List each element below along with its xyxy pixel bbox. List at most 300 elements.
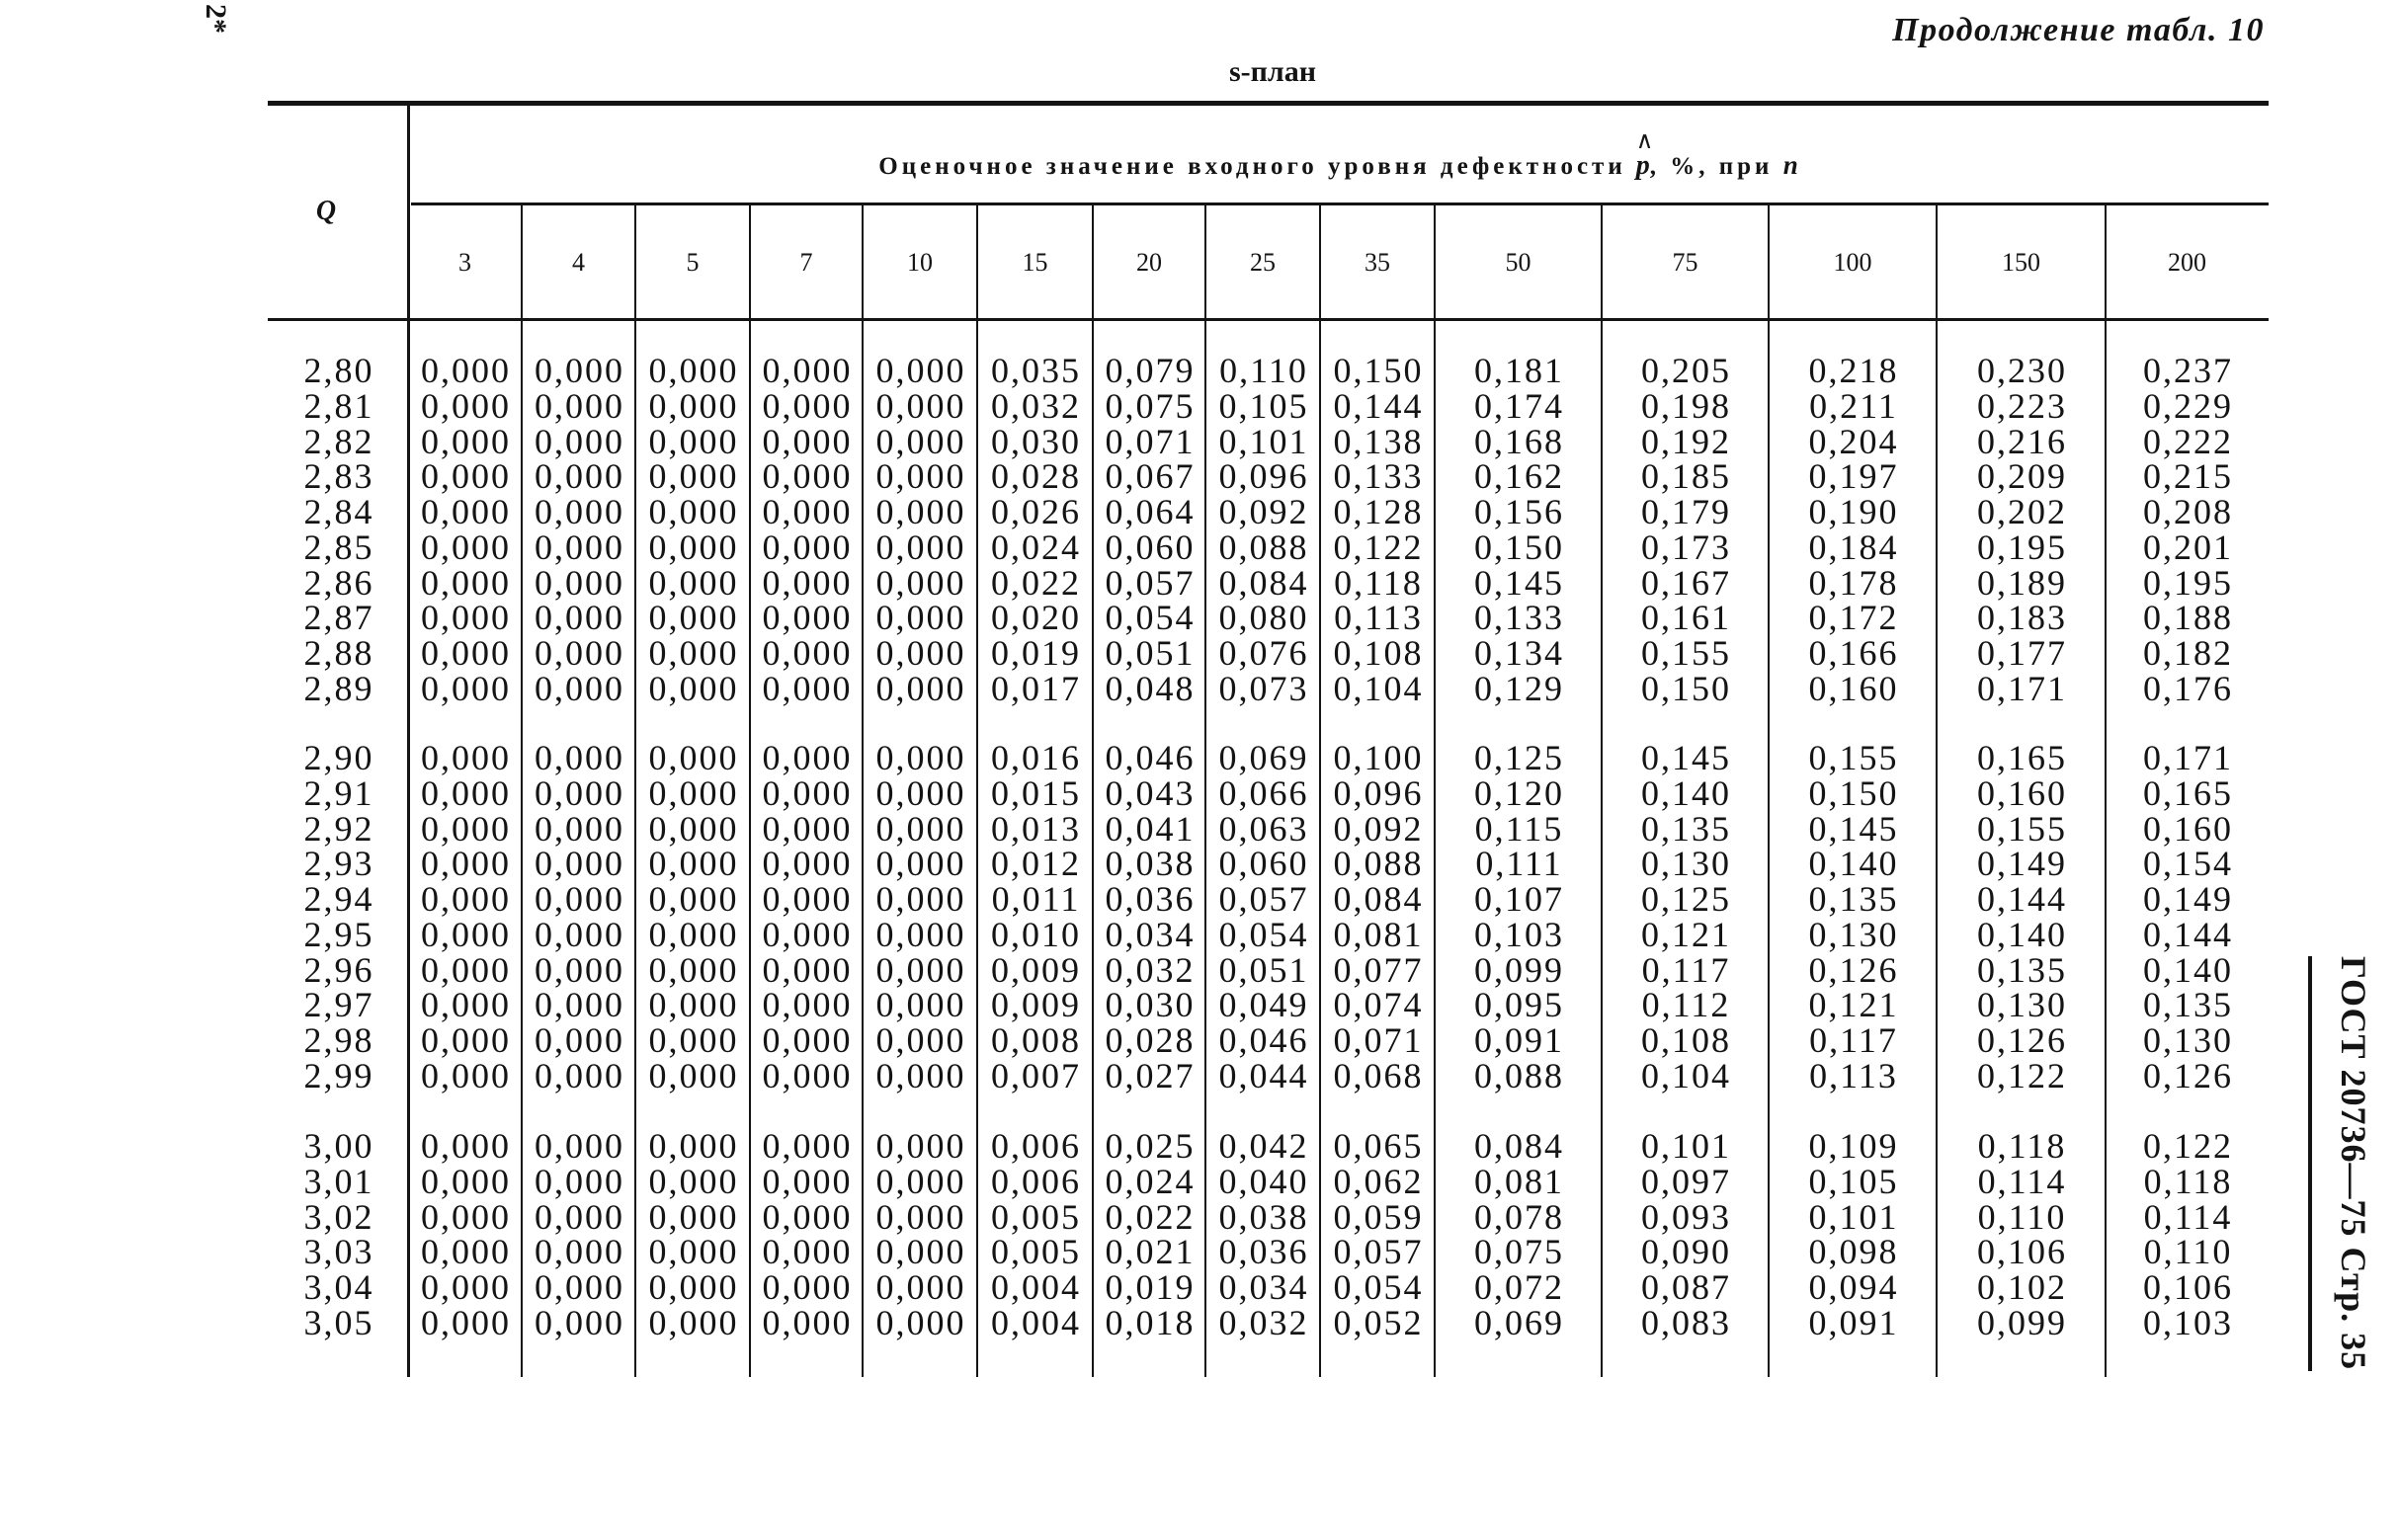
value-cell-n15: 0,011 [991,879,1081,919]
value-cell-n20: 0,018 [1105,1302,1196,1342]
value-cell-n20: 0,060 [1105,527,1196,567]
value-cell-n4: 0,000 [535,633,624,673]
value-cell-n100: 0,172 [1808,598,1899,638]
value-cell-n3: 0,000 [421,598,511,638]
value-cell-n35: 0,052 [1333,1302,1424,1342]
value-cell-n5: 0,000 [648,351,739,390]
value-cell-n25: 0,101 [1218,421,1309,461]
value-cell-n35: 0,118 [1334,562,1423,603]
table-row [0,385,2399,426]
q-cell: 2,85 [303,527,374,567]
value-cell-n20: 0,054 [1105,598,1196,638]
table-continuation-title: Продолжение табл. 10 [1892,12,2265,48]
value-cell-n25: 0,110 [1219,351,1308,390]
q-cell: 2,81 [303,385,374,426]
value-cell-n25: 0,038 [1218,1196,1309,1237]
value-cell-n7: 0,000 [762,562,853,603]
value-cell-n35: 0,081 [1333,914,1424,954]
value-cell-n75: 0,087 [1641,1267,1731,1307]
value-cell-n4: 0,000 [535,1126,624,1166]
q-cell: 2,84 [303,492,374,531]
value-cell-n150: 0,140 [1977,914,2067,954]
value-cell-n5: 0,000 [648,808,739,849]
value-cell-n200: 0,110 [2143,1232,2233,1272]
value-cell-n100: 0,098 [1808,1232,1899,1272]
value-cell-n15: 0,005 [991,1232,1081,1272]
value-cell-n5: 0,000 [648,1267,739,1307]
value-cell-n3: 0,000 [421,949,511,990]
table-row [0,668,2399,708]
value-cell-n200: 0,222 [2143,421,2233,461]
value-cell-n10: 0,000 [875,1196,966,1237]
q-cell: 2,99 [303,1055,374,1095]
column-header-n10: 10 [907,248,933,277]
value-cell-n75: 0,112 [1641,985,1731,1025]
value-cell-n7: 0,000 [762,1020,853,1060]
value-cell-n25: 0,092 [1218,492,1309,531]
value-cell-n50: 0,081 [1474,1161,1564,1201]
value-cell-n7: 0,000 [762,1161,853,1201]
value-cell-n50: 0,078 [1474,1196,1564,1237]
value-cell-n20: 0,024 [1105,1161,1196,1201]
value-cell-n150: 0,122 [1977,1055,2067,1095]
value-cell-n7: 0,000 [762,808,853,849]
value-cell-n3: 0,000 [421,1196,511,1237]
q-cell: 2,87 [303,598,374,638]
value-cell-n25: 0,046 [1218,1020,1309,1060]
value-cell-n150: 0,110 [1977,1196,2067,1237]
value-cell-n3: 0,000 [421,1302,511,1342]
column-header-n15: 15 [1022,248,1048,277]
value-cell-n150: 0,135 [1977,949,2067,990]
value-cell-n150: 0,118 [1977,1126,2067,1166]
value-cell-n3: 0,000 [421,527,511,567]
value-cell-n25: 0,084 [1218,562,1309,603]
q-cell: 3,04 [303,1267,374,1307]
value-cell-n7: 0,000 [762,914,853,954]
value-cell-n100: 0,135 [1808,879,1899,919]
value-cell-n15: 0,017 [991,668,1081,708]
value-cell-n4: 0,000 [535,772,624,813]
value-cell-n50: 0,145 [1474,562,1564,603]
value-cell-n75: 0,090 [1641,1232,1731,1272]
value-cell-n15: 0,010 [991,914,1081,954]
value-cell-n25: 0,088 [1218,527,1309,567]
value-cell-n5: 0,000 [648,562,739,603]
value-cell-n15: 0,007 [991,1055,1081,1095]
value-cell-n50: 0,168 [1474,421,1564,461]
value-cell-n3: 0,000 [421,1020,511,1060]
value-cell-n20: 0,019 [1105,1267,1196,1307]
value-cell-n5: 0,000 [648,949,739,990]
value-cell-n5: 0,000 [648,456,739,497]
value-cell-n7: 0,000 [762,598,853,638]
value-cell-n100: 0,117 [1809,1020,1898,1060]
table-row [0,1022,2399,1058]
value-cell-n20: 0,041 [1105,808,1196,849]
value-cell-n5: 0,000 [648,1232,739,1272]
value-cell-n7: 0,000 [762,985,853,1025]
value-cell-n100: 0,109 [1808,1126,1899,1166]
value-cell-n75: 0,179 [1641,492,1731,531]
q-cell: 2,86 [303,562,374,603]
value-cell-n5: 0,000 [648,844,739,884]
value-cell-n75: 0,097 [1641,1161,1731,1201]
value-cell-n25: 0,063 [1218,808,1309,849]
value-cell-n20: 0,021 [1105,1232,1196,1272]
value-cell-n100: 0,150 [1808,772,1899,813]
value-cell-n200: 0,103 [2143,1302,2233,1342]
value-cell-n3: 0,000 [421,844,511,884]
value-cell-n25: 0,096 [1218,456,1309,497]
column-header-n100: 100 [1833,248,1872,277]
value-cell-n200: 0,144 [2143,914,2233,954]
value-cell-n15: 0,009 [991,949,1081,990]
value-cell-n7: 0,000 [762,456,853,497]
value-cell-n75: 0,140 [1641,772,1731,813]
value-cell-n50: 0,091 [1474,1020,1564,1060]
value-cell-n5: 0,000 [648,985,739,1025]
value-cell-n100: 0,184 [1808,527,1899,567]
value-cell-n35: 0,092 [1333,808,1424,849]
value-cell-n20: 0,022 [1105,1196,1196,1237]
value-cell-n15: 0,016 [991,738,1081,777]
value-cell-n50: 0,125 [1474,738,1564,777]
value-cell-n7: 0,000 [762,385,853,426]
value-cell-n10: 0,000 [875,492,966,531]
value-cell-n3: 0,000 [421,668,511,708]
value-cell-n20: 0,064 [1105,492,1196,531]
value-cell-n7: 0,000 [762,1267,853,1307]
q-cell: 2,98 [303,1020,374,1060]
table-row [0,1055,2399,1095]
value-cell-n20: 0,025 [1105,1126,1196,1166]
value-cell-n150: 0,202 [1977,492,2067,531]
value-cell-n4: 0,000 [535,492,624,531]
value-cell-n200: 0,130 [2143,1020,2233,1060]
value-cell-n20: 0,030 [1105,985,1196,1025]
column-header-n200: 200 [2168,248,2206,277]
value-cell-n15: 0,035 [991,351,1081,390]
value-cell-n5: 0,000 [648,668,739,708]
value-cell-n35: 0,088 [1333,844,1424,884]
value-cell-n50: 0,111 [1475,844,1563,884]
value-cell-n100: 0,218 [1808,351,1899,390]
value-cell-n3: 0,000 [421,985,511,1025]
value-cell-n25: 0,036 [1218,1232,1309,1272]
value-cell-n4: 0,000 [535,949,624,990]
value-cell-n3: 0,000 [421,385,511,426]
value-cell-n75: 0,093 [1641,1196,1731,1237]
column-header-n35: 35 [1365,248,1390,277]
value-cell-n4: 0,000 [535,527,624,567]
value-cell-n3: 0,000 [421,562,511,603]
value-cell-n10: 0,000 [875,562,966,603]
value-cell-n50: 0,181 [1474,351,1564,390]
value-cell-n4: 0,000 [535,1267,624,1307]
q-cell: 2,90 [303,738,374,777]
value-cell-n35: 0,059 [1333,1196,1424,1237]
value-cell-n200: 0,215 [2143,456,2233,497]
column-header-n20: 20 [1136,248,1162,277]
value-cell-n75: 0,117 [1641,949,1731,990]
value-cell-n15: 0,019 [991,633,1081,673]
value-cell-n15: 0,013 [991,808,1081,849]
q-cell: 3,02 [303,1196,374,1237]
value-cell-n100: 0,160 [1808,668,1899,708]
value-cell-n50: 0,095 [1474,985,1564,1025]
value-cell-n15: 0,009 [991,985,1081,1025]
value-cell-n3: 0,000 [421,914,511,954]
value-cell-n100: 0,166 [1808,633,1899,673]
value-cell-n10: 0,000 [875,668,966,708]
value-cell-n15: 0,032 [991,385,1081,426]
table-row [0,353,2399,388]
q-cell: 2,95 [303,914,374,954]
value-cell-n25: 0,080 [1218,598,1309,638]
value-cell-n100: 0,197 [1808,456,1899,497]
value-cell-n50: 0,075 [1474,1232,1564,1272]
table-row [0,881,2399,917]
value-cell-n5: 0,000 [648,598,739,638]
value-cell-n15: 0,028 [991,456,1081,497]
value-cell-n20: 0,043 [1105,772,1196,813]
q-cell: 2,96 [303,949,374,990]
table-row [0,985,2399,1025]
value-cell-n50: 0,069 [1474,1302,1564,1342]
value-cell-n5: 0,000 [648,1126,739,1166]
value-cell-n150: 0,165 [1977,738,2067,777]
value-cell-n20: 0,079 [1105,351,1196,390]
column-header-n25: 25 [1250,248,1276,277]
value-cell-n200: 0,201 [2143,527,2233,567]
value-cell-n50: 0,103 [1474,914,1564,954]
value-cell-n7: 0,000 [762,844,853,884]
value-cell-n4: 0,000 [535,385,624,426]
value-cell-n7: 0,000 [762,1055,853,1095]
table-row [0,1232,2399,1272]
value-cell-n10: 0,000 [875,598,966,638]
value-cell-n25: 0,057 [1218,879,1309,919]
value-cell-n75: 0,145 [1641,738,1731,777]
value-cell-n4: 0,000 [535,421,624,461]
value-cell-n5: 0,000 [648,527,739,567]
value-cell-n15: 0,005 [991,1196,1081,1237]
value-cell-n4: 0,000 [535,914,624,954]
value-cell-n25: 0,042 [1218,1126,1309,1166]
value-cell-n10: 0,000 [875,949,966,990]
value-cell-n3: 0,000 [421,351,511,390]
value-cell-n35: 0,057 [1333,1232,1424,1272]
standard-page-label: ГОСТ 20736—75 Стр. 35 [2334,956,2373,1371]
q-cell: 3,05 [303,1302,374,1342]
value-cell-n50: 0,129 [1474,668,1564,708]
value-cell-n15: 0,026 [991,492,1081,531]
value-cell-n35: 0,133 [1333,456,1424,497]
value-cell-n3: 0,000 [421,1161,511,1201]
group-header-text: Оценочное значение входного уровня дефектности [878,153,1626,180]
value-cell-n10: 0,000 [875,1232,966,1272]
value-cell-n50: 0,174 [1474,385,1564,426]
value-cell-n35: 0,122 [1333,527,1424,567]
value-cell-n7: 0,000 [762,1232,853,1272]
value-cell-n200: 0,176 [2143,668,2233,708]
value-cell-n100: 0,178 [1808,562,1899,603]
value-cell-n200: 0,106 [2143,1267,2233,1307]
value-cell-n150: 0,183 [1977,598,2067,638]
value-cell-n200: 0,154 [2143,844,2233,884]
value-cell-n10: 0,000 [875,1267,966,1307]
q-cell: 2,93 [303,844,374,884]
group-header-suffix: , %, при [1649,153,1783,180]
value-cell-n100: 0,101 [1808,1196,1899,1237]
q-cell: 2,92 [303,808,374,849]
value-cell-n75: 0,167 [1641,562,1731,603]
value-cell-n200: 0,118 [2143,1161,2233,1201]
value-cell-n20: 0,048 [1105,668,1196,708]
value-cell-n25: 0,060 [1218,844,1309,884]
q-cell: 2,82 [303,421,374,461]
value-cell-n75: 0,104 [1641,1055,1731,1095]
value-cell-n75: 0,083 [1641,1302,1731,1342]
value-cell-n150: 0,099 [1977,1302,2067,1342]
value-cell-n10: 0,000 [875,914,966,954]
value-cell-n7: 0,000 [762,1196,853,1237]
value-cell-n4: 0,000 [535,351,624,390]
value-cell-n200: 0,165 [2143,772,2233,813]
table-row [0,1196,2399,1237]
value-cell-n7: 0,000 [762,738,853,777]
value-cell-n75: 0,121 [1641,914,1731,954]
value-cell-n200: 0,237 [2143,351,2233,390]
value-cell-n5: 0,000 [648,738,739,777]
value-cell-n15: 0,012 [991,844,1081,884]
value-cell-n200: 0,149 [2143,879,2233,919]
value-cell-n150: 0,144 [1977,879,2067,919]
value-cell-n75: 0,108 [1641,1020,1731,1060]
value-cell-n7: 0,000 [762,421,853,461]
value-cell-n4: 0,000 [535,879,624,919]
value-cell-n150: 0,195 [1977,527,2067,567]
q-cell: 2,91 [303,772,374,813]
value-cell-n3: 0,000 [421,808,511,849]
side-margin-rule [2308,956,2312,1371]
value-cell-n200: 0,182 [2143,633,2233,673]
value-cell-n7: 0,000 [762,351,853,390]
value-cell-n35: 0,113 [1334,598,1423,638]
value-cell-n25: 0,044 [1218,1055,1309,1095]
value-cell-n150: 0,130 [1977,985,2067,1025]
value-cell-n75: 0,135 [1641,808,1731,849]
value-cell-n5: 0,000 [648,421,739,461]
value-cell-n100: 0,094 [1808,1267,1899,1307]
value-cell-n35: 0,104 [1333,668,1424,708]
value-cell-n100: 0,091 [1808,1302,1899,1342]
value-cell-n35: 0,100 [1333,738,1424,777]
value-cell-n150: 0,177 [1977,633,2067,673]
value-cell-n3: 0,000 [421,1126,511,1166]
value-cell-n150: 0,230 [1977,351,2067,390]
value-cell-n7: 0,000 [762,949,853,990]
value-cell-n75: 0,150 [1641,668,1731,708]
value-cell-n150: 0,189 [1977,562,2067,603]
value-cell-n10: 0,000 [875,351,966,390]
q-cell: 3,03 [303,1232,374,1272]
q-cell: 2,97 [303,985,374,1025]
page-corner-mark: 2* [200,4,232,34]
value-cell-n75: 0,205 [1641,351,1731,390]
value-cell-n3: 0,000 [421,879,511,919]
value-cell-n3: 0,000 [421,1267,511,1307]
value-cell-n75: 0,155 [1641,633,1731,673]
value-cell-n25: 0,034 [1218,1267,1309,1307]
value-cell-n35: 0,074 [1333,985,1424,1025]
value-cell-n7: 0,000 [762,633,853,673]
value-cell-n4: 0,000 [535,456,624,497]
value-cell-n150: 0,126 [1977,1020,2067,1060]
column-header-n150: 150 [2002,248,2040,277]
value-cell-n4: 0,000 [535,1302,624,1342]
value-cell-n35: 0,128 [1333,492,1424,531]
value-cell-n5: 0,000 [648,914,739,954]
value-cell-n10: 0,000 [875,1161,966,1201]
value-cell-n200: 0,114 [2143,1196,2233,1237]
value-cell-n20: 0,038 [1105,844,1196,884]
value-cell-n15: 0,024 [991,527,1081,567]
value-cell-n15: 0,006 [991,1161,1081,1201]
value-cell-n15: 0,022 [991,562,1081,603]
value-cell-n3: 0,000 [421,1232,511,1272]
column-header-n75: 75 [1672,248,1698,277]
value-cell-n20: 0,027 [1105,1055,1196,1095]
value-cell-n7: 0,000 [762,772,853,813]
value-cell-n25: 0,066 [1218,772,1309,813]
value-cell-n50: 0,133 [1474,598,1564,638]
value-cell-n100: 0,155 [1808,738,1899,777]
value-cell-n200: 0,140 [2143,949,2233,990]
q-column-header: Q [315,196,337,226]
value-cell-n50: 0,150 [1474,527,1564,567]
value-cell-n25: 0,049 [1218,985,1309,1025]
value-cell-n50: 0,084 [1474,1126,1564,1166]
column-header-n7: 7 [799,248,813,277]
value-cell-n100: 0,130 [1808,914,1899,954]
column-header-n5: 5 [686,248,700,277]
value-cell-n75: 0,130 [1641,844,1731,884]
value-cell-n50: 0,156 [1474,492,1564,531]
table-row [0,635,2399,671]
value-cell-n75: 0,161 [1641,598,1731,638]
value-cell-n5: 0,000 [648,1302,739,1342]
value-cell-n3: 0,000 [421,1055,511,1095]
value-cell-n5: 0,000 [648,492,739,531]
value-cell-n150: 0,216 [1977,421,2067,461]
table-row [0,914,2399,954]
value-cell-n4: 0,000 [535,985,624,1025]
value-cell-n50: 0,162 [1474,456,1564,497]
q-cell: 2,80 [303,351,374,390]
value-cell-n200: 0,171 [2143,738,2233,777]
value-cell-n50: 0,115 [1474,808,1564,849]
value-cell-n20: 0,051 [1105,633,1196,673]
value-cell-n7: 0,000 [762,1302,853,1342]
value-cell-n20: 0,067 [1105,456,1196,497]
value-cell-n7: 0,000 [762,668,853,708]
q-cell: 2,89 [303,668,374,708]
value-cell-n25: 0,054 [1218,914,1309,954]
value-cell-n4: 0,000 [535,1020,624,1060]
value-cell-n5: 0,000 [648,772,739,813]
